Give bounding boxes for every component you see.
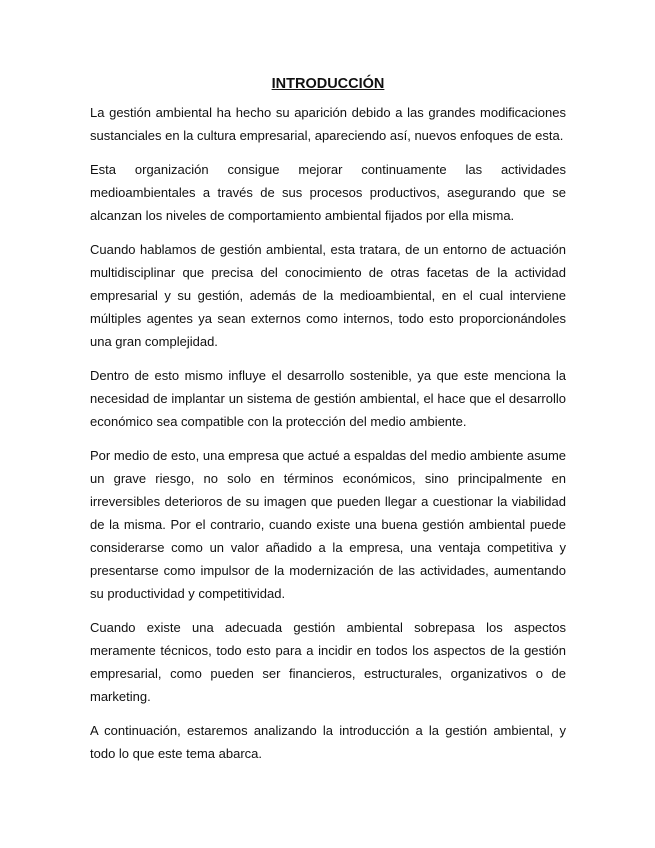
paragraph-5: Por medio de esto, una empresa que actué a espaldas del medio ambiente asume un grave riesgo, no solo en términos económicos, sino principalmente en irreversibles deterioros de su imagen que pueden llegar a cuestionar la viabilidad de la misma. Por el contrario, cuando existe una buena gestión ambiental puede considerarse como un valor añadido a la empresa, una ventaja competitiva y presentarse como impulsor de la modernización de las actividades, aumentando su productividad y competitividad. xyxy=(90,448,566,601)
paragraph-2: Esta organización consigue mejorar continuamente las actividades medioambientales a través de sus procesos productivos, asegurando que se alcanzan los niveles de comportamiento ambiental fijados por ella misma. xyxy=(90,162,566,223)
document-page xyxy=(90,74,566,776)
paragraph-6: Cuando existe una adecuada gestión ambiental sobrepasa los aspectos meramente técnicos, todo esto para a incidir en todos los aspectos de la gestión empresarial, como pueden ser financieros, estructurales, organizativos o de marketing. xyxy=(90,620,566,704)
paragraph-4: Dentro de esto mismo influye el desarrollo sostenible, ya que este menciona la necesidad de implantar un sistema de gestión ambiental, el hace que el desarrollo económico sea compatible con la protección del medio ambiente. xyxy=(90,368,566,429)
paragraph-3: Cuando hablamos de gestión ambiental, esta tratara, de un entorno de actuación multidisciplinar que precisa del conocimiento de otras facetas de la actividad empresarial y su gestión, además de la medioambiental, en el cual interviene múltiples agentes ya sean externos como internos, todo esto proporcionándoles una gran complejidad. xyxy=(90,242,566,349)
paragraph-7: A continuación, estaremos analizando la introducción a la gestión ambiental, y todo lo que este tema abarca. xyxy=(90,723,566,761)
page-title: INTRODUCCIÓN xyxy=(271,76,385,92)
paragraph-1: La gestión ambiental ha hecho su aparición debido a las grandes modificaciones sustanciales en la cultura empresarial, apareciendo así, nuevos enfoques de esta. xyxy=(90,105,566,143)
